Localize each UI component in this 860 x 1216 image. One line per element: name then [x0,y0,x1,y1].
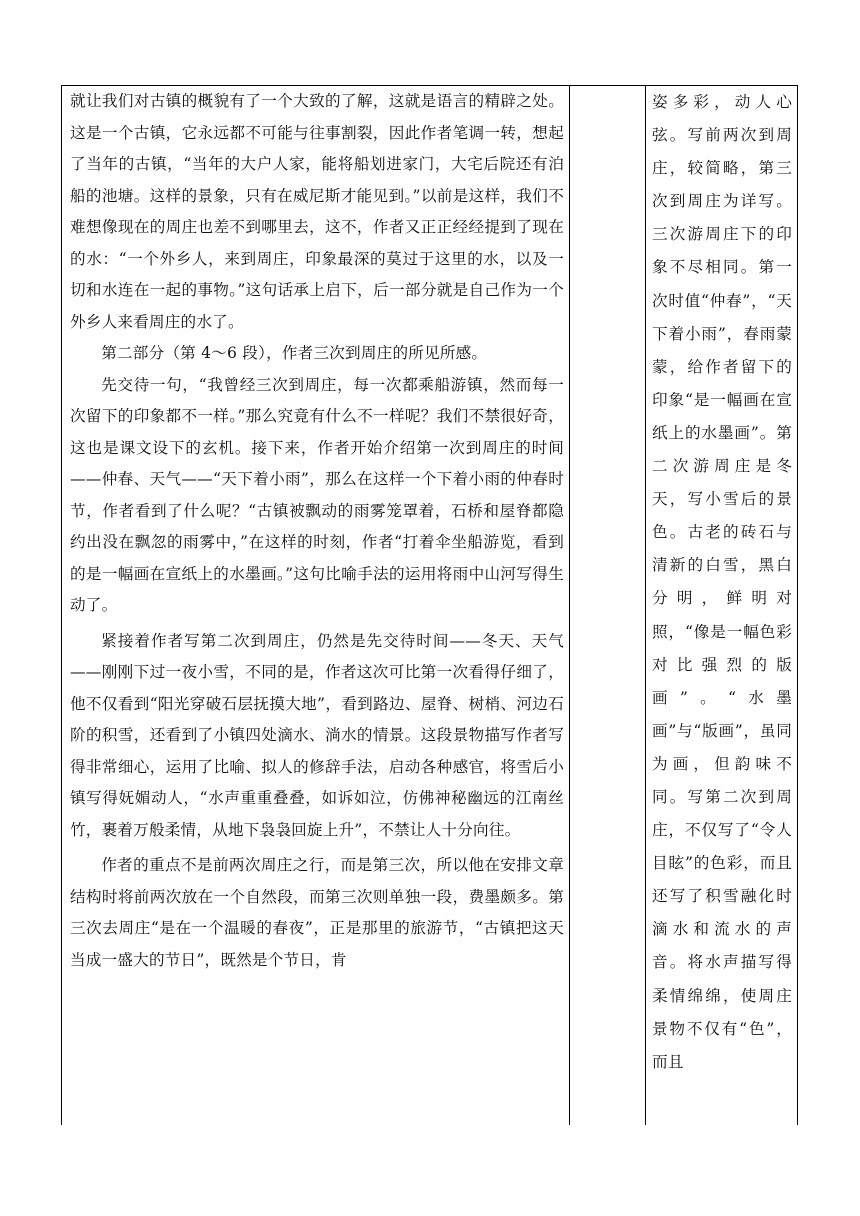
table-divider-2 [645,85,646,1125]
table-border-right [797,85,798,1125]
paragraph-3: 先交待一句，“我曾经三次到周庄，每一次都乘船游镇，然而每一次留下的印象都不一样。”那么究竟有什么不一样呢？我们不禁很好奇，这也是课文设下的玄机。接下来，作者开始介绍第一次到周庄的时间——仲春、天气——“天下着小雨”，那么在这样一个下着小雨的仲春时节，作者看到了什么呢？“古镇被飘动的雨雾笼罩着，石桥和屋脊都隐约出没在飘忽的雨雾中，”在这样的时刻，作者“打着伞坐船游览，看到的是一幅画在宣纸上的水墨画。”这句比喻手法的运用将雨中山河写得生动了。 [70,375,564,614]
table-divider-1 [569,85,570,1125]
paragraph-4: 紧接着作者写第二次到周庄，仍然是先交待时间——冬天、天气——刚刚下过一夜小雪，不同的是，作者这次可比第一次看得仔细了，他不仅看到“阳光穿破石层抚摸大地”，看到路边、屋脊、树梢、河边石阶的积雪，还看到了小镇四处滴水、淌水的情景。这段景物描写作者写得非常细心，运用了比喻、拟人的修辞手法，启动各种感官，将雪后小镇写得妩媚动人，“水声重重叠叠，如诉如泣，仿佛神秘幽远的江南丝竹，裹着万般柔情，从地下袅袅回旋上升”，不禁让人十分向往。 [70,631,564,839]
paragraph-1: 就让我们对古镇的概貌有了一个大致的了解，这就是语言的精辟之处。这是一个古镇，它永远都不可能与往事割裂，因此作者笔调一转，想起了当年的古镇，“当年的大户人家，能将船划进家门，大宅后院还有泊船的池塘。这样的景象，只有在威尼斯才能见到。”以前是这样，我们不难想像现在的周庄也差不到哪里去，这不，作者又正正经经提到了现在的水：“一个外乡人，来到周庄，印象最深的莫过于这里的水，以及一切和水连在一起的事物。”这句话承上启下，后一部分就是自己作为一个外乡人来看周庄的水了。 [70,92,564,331]
paragraph-2: 第二部分（第 4～6 段），作者三次到周庄的所见所感。 [101,344,488,362]
table-border-left [61,85,62,1125]
lesson-analysis-column [70,86,564,976]
side-notes-column [652,86,792,1079]
side-note: 姿多彩，动人心弦。写前两次到周庄，较简略，第三次到周庄为详写。三次游周庄下的印象不尽相同。第一次时值“仲春”，“天下着小雨”，春雨蒙蒙，给作者留下的印象“是一幅画在宣纸上的水墨画”。第二次游周庄是冬天，写小雪后的景色。古老的砖石与清新的白雪，黑白分明，鲜明对照，“像是一幅色彩对比强烈的版画”。“水墨画”与“版画”，虽同为画，但韵味不同。写第二次到周庄，不仅写了“令人目眩”的色彩，而且还写了积雪融化时滴水和流水的声音。将水声描写得柔情绵绵，使周庄景物不仅有“色”，而且 [652,93,792,1071]
paragraph-5: 作者的重点不是前两次周庄之行，而是第三次，所以他在安排文章结构时将前两次放在一个自然段，而第三次则单独一段，费墨颇多。第三次去周庄“是在一个温暖的春夜”，正是那里的旅游节，“古镇把这天当成一盛大的节日”，既然是个节日，肯 [70,856,564,969]
